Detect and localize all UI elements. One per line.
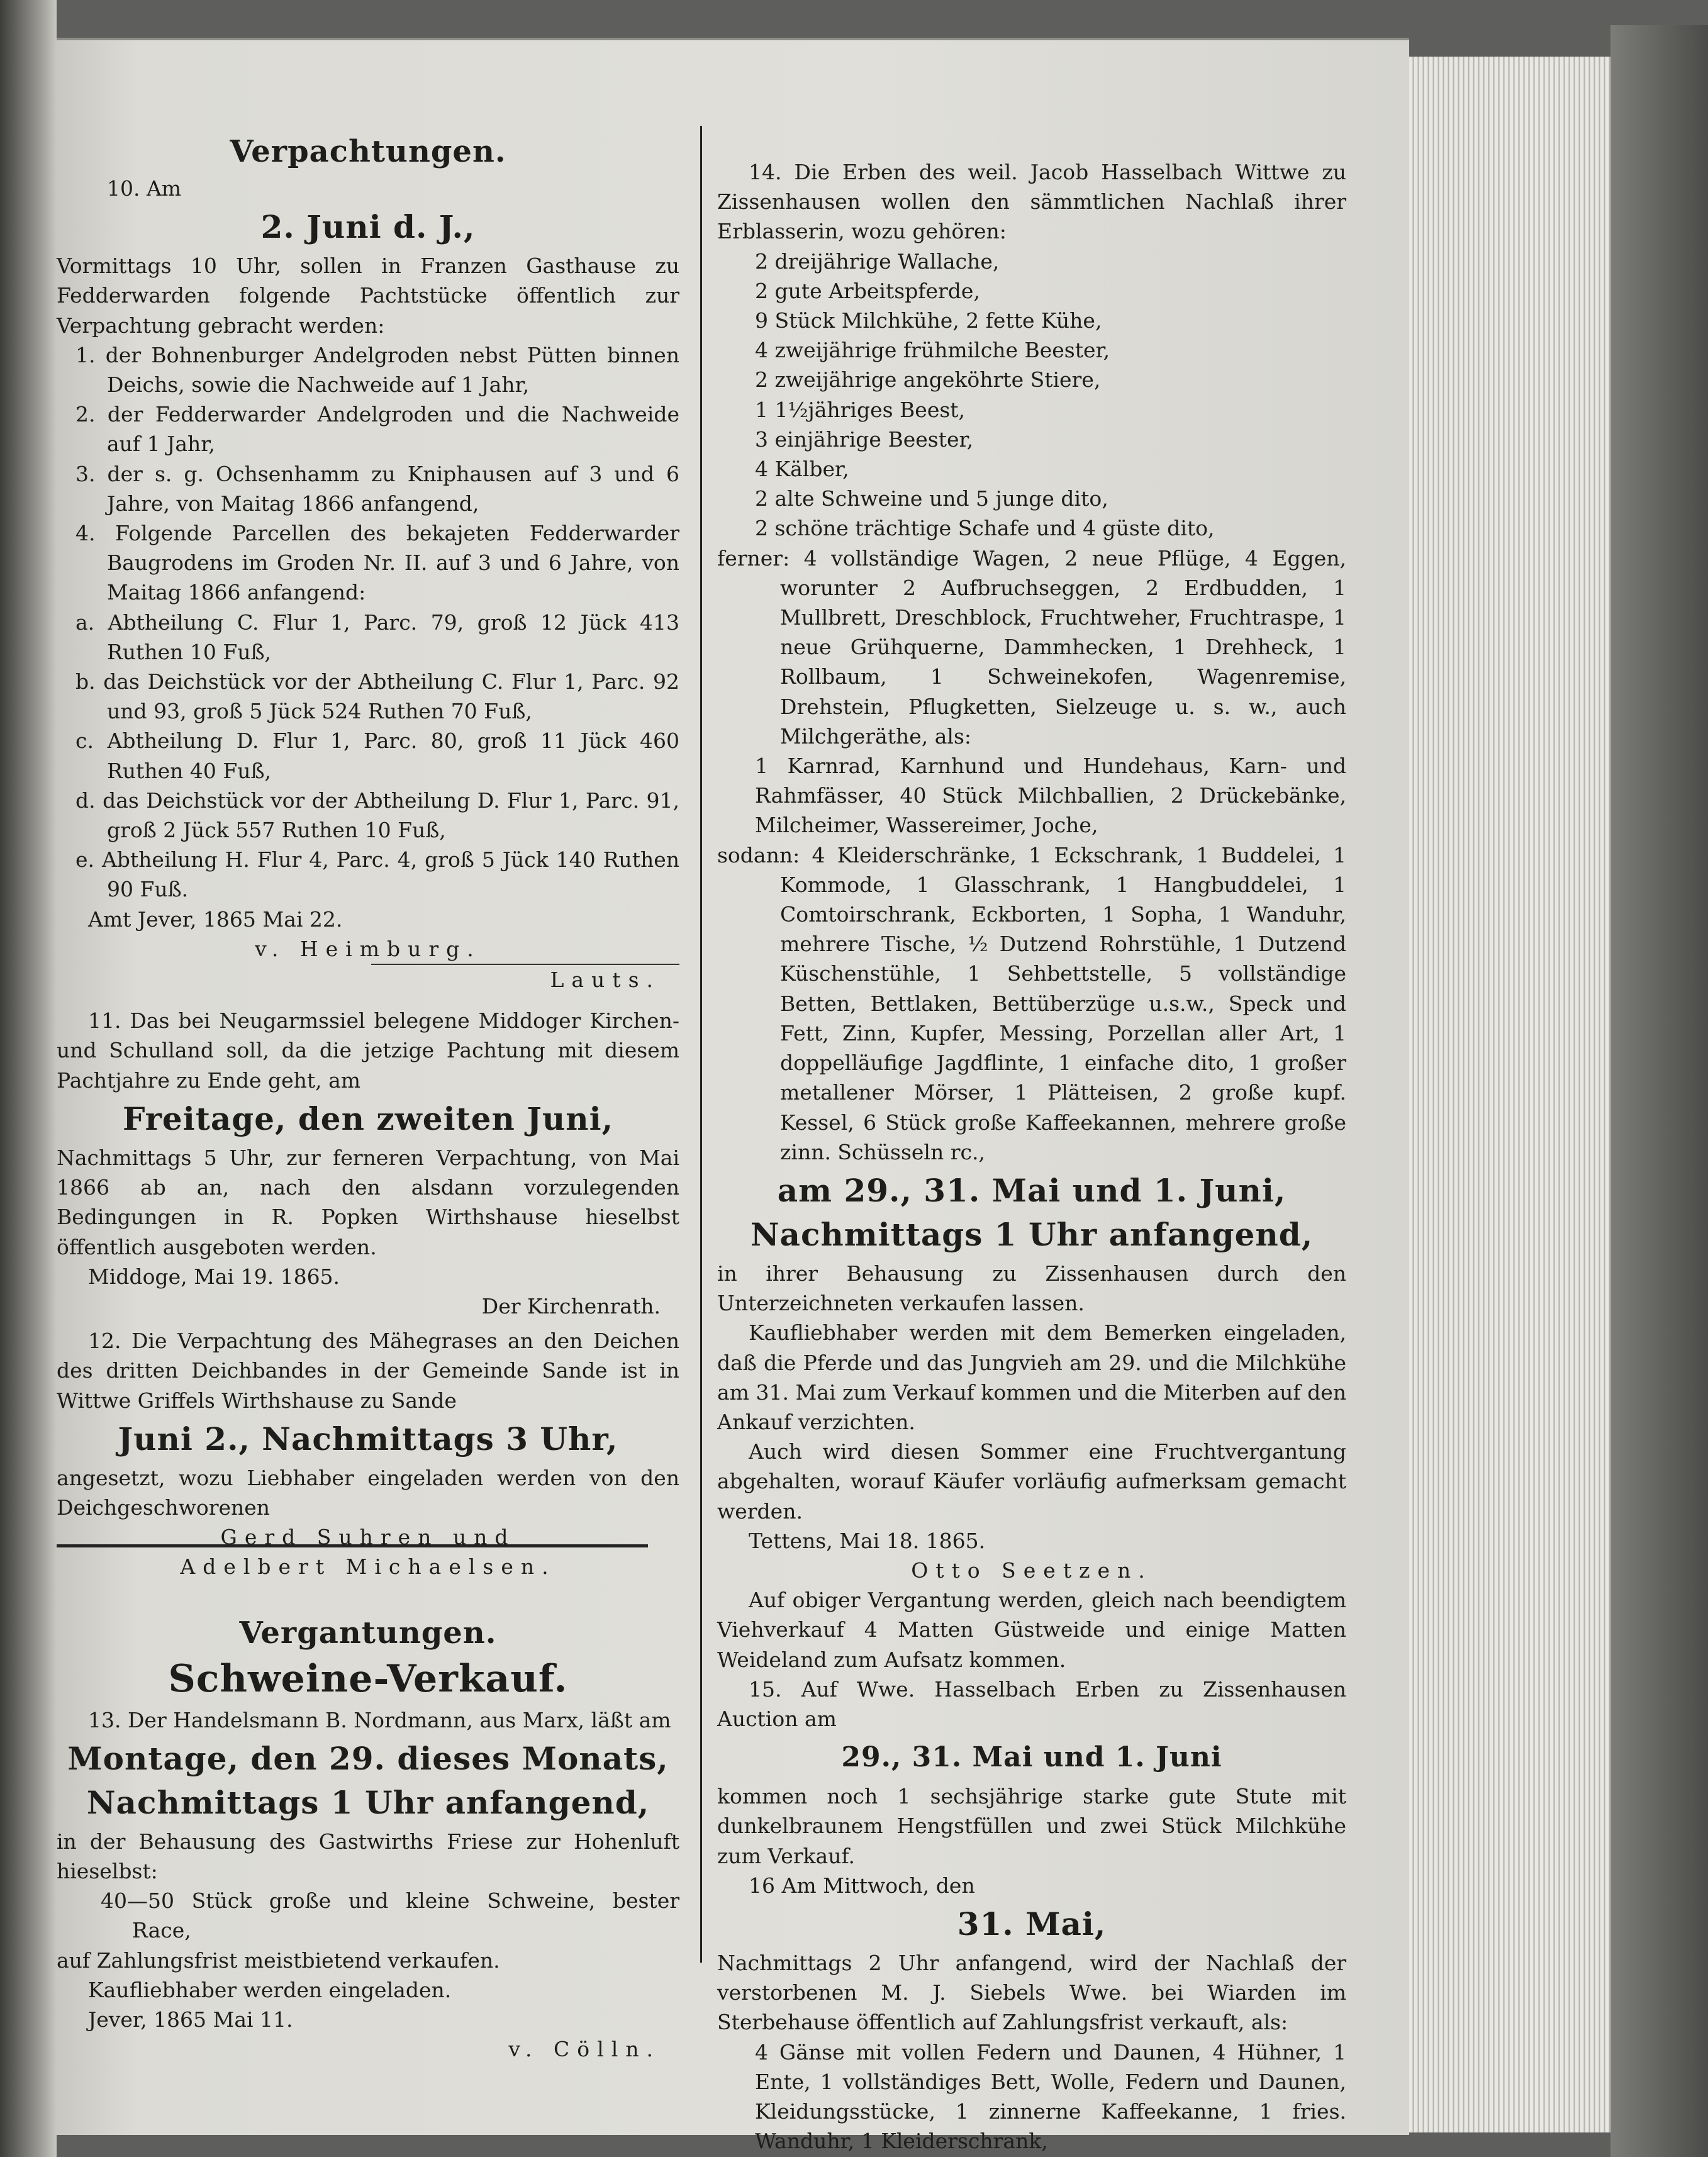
notice-12-text2: angesetzt, wozu Liebhaber eingeladen werden von den Deichgeschworenen bbox=[57, 1465, 679, 1520]
notice-14-place: Tettens, Mai 18. 1865. bbox=[749, 1528, 986, 1553]
notice-14-text4: Auch wird diesen Sommer eine Fruchtvergantung abgehalten, worauf Käufer vorläufig aufmerksam gemacht werden. bbox=[717, 1439, 1346, 1524]
notice-13-text2: in der Behausung des Gastwirths Friese zur Hohenluft hieselbst: bbox=[57, 1829, 679, 1883]
notice-11-place: Middoge, Mai 19. 1865. bbox=[88, 1264, 340, 1289]
notice-10-item: 4. Folgende Parcellen des bekajeten Fedderwarder Baugrodens im Groden Nr. II. auf 3 und 6 Jahre, von Maitag 1866 anfangend: bbox=[75, 521, 679, 605]
book-spine-shadow bbox=[0, 0, 57, 2157]
notice-14-item: 9 Stück Milchkühe, 2 fette Kühe, bbox=[755, 308, 1102, 333]
left-column bbox=[57, 107, 679, 2064]
notice-13-signature: v. Cölln. bbox=[508, 2037, 661, 2062]
notice-15-text2: kommen noch 1 sechsjährige starke gute Stute mit dunkelbraunem Hengstfüllen und zwei Stück Milchkühe zum Verkauf. bbox=[717, 1784, 1346, 1868]
notice-16-items: 4 Gänse mit vollen Federn und Daunen, 4 Hühner, 1 Ente, 1 vollständiges Bett, Wolle, Federn und Daunen, Kleidungsstücke, 1 zinnerne Kaffeekanne, 1 fries. Wanduhr, 1 Kleiderschrank, bbox=[755, 2039, 1346, 2154]
section-title-verpachtungen: Verpachtungen. bbox=[230, 134, 506, 169]
notice-10-item: c. Abtheilung D. Flur 1, Parc. 80, groß 11 Jück 460 Ruthen 40 Fuß, bbox=[75, 728, 679, 783]
notice-11-date: Freitage, den zweiten Juni, bbox=[122, 1100, 614, 1137]
notice-13-item: 40—50 Stück große und kleine Schweine, bester Race, bbox=[101, 1888, 679, 1943]
notice-10-item: e. Abtheilung H. Flur 4, Parc. 4, groß 5 Jück 140 Ruthen 90 Fuß. bbox=[75, 847, 679, 902]
notice-11-signature: Der Kirchenrath. bbox=[481, 1293, 661, 1318]
notice-10-item: a. Abtheilung C. Flur 1, Parc. 79, groß 12 Jück 413 Ruthen 10 Fuß, bbox=[75, 610, 679, 664]
notice-10-item: b. das Deichstück vor der Abtheilung C. Flur 1, Parc. 92 und 93, groß 5 Jück 524 Ruthen 70 Fuß, bbox=[75, 669, 679, 724]
notice-15-date: 29., 31. Mai und 1. Juni bbox=[841, 1741, 1222, 1774]
notice-12-signature: Adelbert Michaelsen. bbox=[180, 1554, 556, 1580]
notice-11-text: 11. Das bei Neugarmssiel belegene Middoger Kirchen- und Schulland soll, da die jetzige Pachtung mit diesem Pachtjahre zu Ende geht, am bbox=[57, 1008, 679, 1093]
notice-10-item: 1. der Bohnenburger Andelgroden nebst Pütten binnen Deichs, sowie die Nachweide auf 1 Jahr, bbox=[75, 342, 679, 398]
notice-14-item: 2 dreijährige Wallache, bbox=[755, 248, 1000, 274]
notice-14-item: 2 schöne trächtige Schafe und 4 güste dito, bbox=[755, 516, 1215, 541]
notice-10-place: Amt Jever, 1865 Mai 22. bbox=[88, 906, 343, 932]
notice-13-time: Nachmittags 1 Uhr anfangend, bbox=[86, 1783, 650, 1821]
notice-11-text2: Nachmittags 5 Uhr, zur ferneren Verpachtung, von Mai 1866 ab an, nach den alsdann vorzulegenden Bedingungen in R. Popken Wirthshause hieselbst öffentlich ausgeboten werden. bbox=[57, 1145, 679, 1259]
notice-10-text: Vormittags 10 Uhr, sollen in Franzen Gasthause zu Fedderwarden folgende Pachtstücke öffentlich zur Verpachtung gebracht werden: bbox=[57, 254, 679, 338]
notice-13-text: 13. Der Handelsmann B. Nordmann, aus Marx, läßt am bbox=[88, 1707, 671, 1732]
notice-14-text: 14. Die Erben des weil. Jacob Hasselbach Wittwe zu Zissenhausen wollen den sämmtlichen Nachlaß ihrer Erblasserin, wozu gehören: bbox=[717, 160, 1346, 244]
notice-10-signature: Lauts. bbox=[371, 964, 679, 995]
notice-13-text3: auf Zahlungsfrist meistbietend verkaufen. bbox=[57, 1948, 500, 1973]
notice-10-item: 2. der Fedderwarder Andelgroden und die Nachweide auf 1 Jahr, bbox=[75, 402, 679, 457]
section-title-schweine: Schweine-Verkauf. bbox=[168, 1656, 568, 1701]
notice-14-text2: in ihrer Behausung zu Zissenhausen durch den Unterzeichneten verkaufen lassen. bbox=[717, 1261, 1346, 1316]
notice-16-text: Nachmittags 2 Uhr anfangend, wird der Nachlaß der verstorbenen M. J. Siebels Wwe. bei Wiarden im Sterbehause öffentlich auf Zahlungsfrist verkauft, als: bbox=[717, 1950, 1346, 2035]
notice-12-text: 12. Die Verpachtung des Mähegrases an den Deichen des dritten Deichbandes in der Gemeinde Sande ist in Wittwe Griffels Wirthshause zu Sande bbox=[57, 1329, 679, 1413]
notice-16-date: 31. Mai, bbox=[957, 1905, 1107, 1942]
notice-14-item: 2 alte Schweine und 5 junge dito, bbox=[755, 486, 1108, 511]
notice-13-date: Montage, den 29. dieses Monats, bbox=[67, 1739, 669, 1777]
notice-14-ferner: ferner: 4 vollständige Wagen, 2 neue Pflüge, 4 Eggen, worunter 2 Aufbruchseggen, 2 Erdbudden, 1 Mullbrett, Dreschblock, Fruchtweher, Fruchtraspe, 1 neue Grühquerne, Dammhecken, 1 Drehheck, 1 Rollbaum, 1 Schweinekofen, Wagenremise, Drehstein, Pflugketten, Sielzeuge u. s. w., auch Milchgeräthe, als: bbox=[717, 545, 1346, 749]
notice-14-item: 2 gute Arbeitspferde, bbox=[755, 278, 980, 303]
notice-10-item: d. das Deichstück vor der Abtheilung D. Flur 1, Parc. 91, groß 2 Jück 557 Ruthen 10 Fuß, bbox=[75, 788, 679, 843]
notice-13-place: Jever, 1865 Mai 11. bbox=[88, 2007, 293, 2032]
notice-10-head: 10. Am bbox=[107, 176, 182, 201]
notice-14-text5: Auf obiger Vergantung werden, gleich nach beendigtem Viehverkauf 4 Matten Güstweide und einige Matten Weideland zum Aufsatz kommen. bbox=[717, 1588, 1346, 1672]
notice-10-date: 2. Juni d. J., bbox=[260, 208, 476, 246]
notice-10-signature: v. Heimburg. bbox=[255, 936, 481, 961]
notice-14-item: 3 einjährige Beester, bbox=[755, 426, 974, 452]
notice-14-time: Nachmittags 1 Uhr anfangend, bbox=[750, 1215, 1314, 1253]
notice-13-text4: Kaufliebhaber werden eingeladen. bbox=[88, 1977, 452, 2002]
notice-15-text: 15. Auf Wwe. Hasselbach Erben zu Zissenhausen Auction am bbox=[717, 1676, 1346, 1731]
notice-12-signature: Gerd Suhren und bbox=[220, 1525, 516, 1550]
notice-14-item: 4 zweijährige frühmilche Beester, bbox=[755, 338, 1110, 363]
column-divider bbox=[700, 126, 702, 1963]
notice-14-signature: Otto Seetzen. bbox=[911, 1558, 1153, 1583]
notice-14-text3: Kaufliebhaber werden mit dem Bemerken eingeladen, daß die Pferde und das Jungvieh am 29. und die Milchkühe am 31. Mai zum Verkauf kommen und die Miterben auf den Ankauf verzichten. bbox=[717, 1320, 1346, 1434]
notice-14-date: am 29., 31. Mai und 1. Juni, bbox=[777, 1171, 1287, 1209]
notice-14-item: 4 Kälber, bbox=[755, 457, 849, 482]
notice-14-item: 2 zweijährige angeköhrte Stiere, bbox=[755, 367, 1101, 393]
notice-16-head: 16 Am Mittwoch, den bbox=[749, 1873, 975, 1898]
section-title-vergantungen: Vergantungen. bbox=[239, 1615, 497, 1651]
notice-12-date: Juni 2., Nachmittags 3 Uhr, bbox=[118, 1420, 618, 1458]
right-column bbox=[717, 107, 1346, 2156]
notice-14-milch: 1 Karnrad, Karnhund und Hundehaus, Karn- und Rahmfässer, 40 Stück Milchballien, 2 Drückebänke, Milcheimer, Wassereimer, Joche, bbox=[755, 754, 1346, 838]
book-cover-edge bbox=[1610, 25, 1708, 2157]
notice-10-item: 3. der s. g. Ochsenhamm zu Kniphausen auf 3 und 6 Jahre, von Maitag 1866 anfangend, bbox=[75, 461, 679, 516]
notice-14-item: 1 1½jähriges Beest, bbox=[755, 397, 966, 422]
notice-14-sodann: sodann: 4 Kleiderschränke, 1 Eckschrank, 1 Buddelei, 1 Kommode, 1 Glasschrank, 1 Hangbuddelei, 1 Comtoirschrank, Eckborten, 1 Sopha, 1 Wanduhr, mehrere Tische, ½ Dutzend Rohrstühle, 1 Dutzend Küschenstühle, 1 Sehbettstelle, 5 vollständige Betten, Bettlaken, Bettüberzüge u.s.w., Speck und Fett, Zinn, Kupfer, Messing, Porzellan aller Art, 1 doppelläufige Jagdflinte, 1 einfache dito, 1 großer metallener Mörser, 1 Plätteisen, 2 große kupf. Kessel, 6 Stück große Kaffeekannen, mehrere große zinn. Schüsseln rc., bbox=[717, 842, 1346, 1164]
